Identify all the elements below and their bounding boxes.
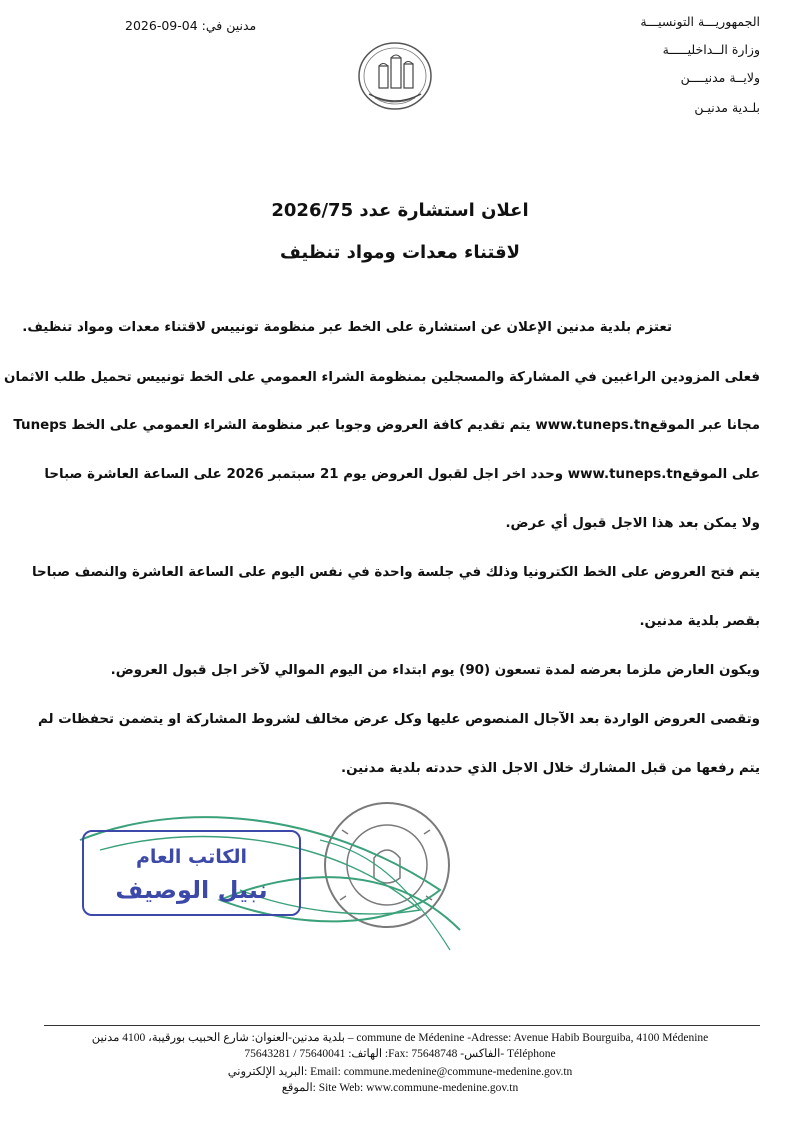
body-line-6: يتم فتح العروض على الخط الكترونيا وذلك في جلسة واحدة في نفس اليوم على الساعة العاشرة والنصف صباحا <box>31 565 760 580</box>
announcement-title: اعلان استشارة عدد 2026/75 <box>271 200 529 221</box>
body-line-3: مجانا عبر الموقعwww.tuneps.tn يتم تقديم كافة العروض وجوبا عبر منظومة الشراء العمومي على الخط Tuneps <box>13 418 760 433</box>
body-line-5: ولا يمكن بعد هذا الاجل قبول أي عرض. <box>505 516 760 531</box>
footer-phone-fax: الهاتف: 75640041 / 75643281 :Fax: 75648748 -الفاكس- Téléphone <box>244 1048 556 1060</box>
body-line-9: وتقصى العروض الواردة بعد الآجال المنصوص عليها وكل عرض مخالف لشروط المشاركة او يتضمن تحفظات لم <box>38 712 760 727</box>
date-line: مدنين في: 04-09-2026 <box>125 18 257 33</box>
body-line-7: بقصر بلدية مدنين. <box>639 614 760 629</box>
header-line-ministry: وزارة الــداخليـــــة <box>662 42 760 57</box>
footer-address: بلدية مدنين-العنوان: شارع الحبيب بورقيبة، 4100 مدنين – commune de Médenine -Adresse: Avenue Habib Bourguiba, 4100 Médenine <box>91 1032 709 1044</box>
header-line-governorate: ولايــة مدنيــــن <box>680 70 760 85</box>
footer-divider <box>44 1025 760 1026</box>
body-line-8: ويكون العارض ملزما بعرضه لمدة تسعون (90) يوم ابتداء من اليوم الموالي لآخر اجل قبول العروض. <box>110 663 760 678</box>
body-line-1: تعتزم بلدية مدنين الإعلان عن استشارة على الخط عبر منظومة تونييس لاقتناء معدات ومواد تنظيف. <box>22 320 672 335</box>
body-line-2: فعلى المزودين الراغبين في المشاركة والمسجلين بمنظومة الشراء العمومي على الخط تونييس تحميل طلب الاثمان <box>4 370 760 385</box>
footer-email: البريد الإلكتروني: Email: commune.medenine@commune-medenine.gov.tn <box>227 1066 573 1078</box>
body-line-4: على الموقعwww.tuneps.tn وحدد اخر اجل لقبول العروض يوم 21 سبتمبر 2026 على الساعة العاشرة صباحا <box>44 467 760 482</box>
signatory-stamp <box>82 830 301 916</box>
header-line-municipality: بلـدية مدنيـن <box>694 100 760 115</box>
municipality-logo-icon <box>355 38 435 113</box>
footer-website: الموقع: Site Web: www.commune-medenine.gov.tn <box>281 1082 519 1094</box>
body-line-10: يتم رفعها من قبل المشارك خلال الاجل الذي حددته بلدية مدنين. <box>341 761 760 776</box>
signatory-title: الكاتب العام <box>135 846 248 868</box>
announcement-subtitle: لاقتناء معدات ومواد تنظيف <box>279 242 521 263</box>
header-line-republic: الجمهوريـــة التونسيـــة <box>640 14 760 29</box>
signatory-name: نبيل الوصيف <box>115 876 268 904</box>
